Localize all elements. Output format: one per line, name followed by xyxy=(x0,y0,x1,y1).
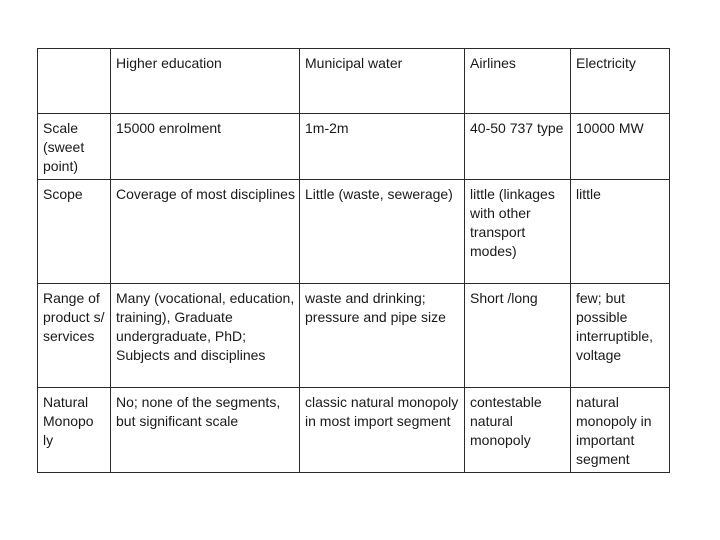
cell-airlines: 40-50 737 type xyxy=(465,114,571,180)
cell-electricity: little xyxy=(571,180,670,284)
cell-municipal-water: waste and drinking; pressure and pipe size xyxy=(300,284,465,388)
table-row-natural-monopoly xyxy=(38,388,670,473)
cell-airlines: little (linkages with other transport modes) xyxy=(465,180,571,284)
cell-airlines: contestable natural monopoly xyxy=(465,388,571,473)
header-cell-higher-education: Higher education xyxy=(111,49,300,114)
cell-higher-education: Many (vocational, education, training), Graduate undergraduate, PhD; Subjects and disciplines xyxy=(111,284,300,388)
cell-electricity: few; but possible interruptible, voltage xyxy=(571,284,670,388)
comparison-table xyxy=(37,48,670,473)
header-cell-empty xyxy=(38,49,111,114)
table-header-row xyxy=(38,49,670,114)
row-label: Natural Monopo ly xyxy=(38,388,111,473)
row-label: Range of product s/ services xyxy=(38,284,111,388)
table-row-range xyxy=(38,284,670,388)
cell-electricity: natural monopoly in important segment xyxy=(571,388,670,473)
cell-electricity: 10000 MW xyxy=(571,114,670,180)
cell-municipal-water: 1m-2m xyxy=(300,114,465,180)
cell-higher-education: 15000 enrolment xyxy=(111,114,300,180)
header-cell-electricity: Electricity xyxy=(571,49,670,114)
cell-airlines: Short /long xyxy=(465,284,571,388)
row-label: Scope xyxy=(38,180,111,284)
cell-municipal-water: Little (waste, sewerage) xyxy=(300,180,465,284)
cell-higher-education: No; none of the segments, but significant scale xyxy=(111,388,300,473)
cell-higher-education: Coverage of most disciplines xyxy=(111,180,300,284)
row-label: Scale (sweet point) xyxy=(38,114,111,180)
cell-municipal-water: classic natural monopoly in most import segment xyxy=(300,388,465,473)
table-row-scale xyxy=(38,114,670,180)
header-cell-airlines: Airlines xyxy=(465,49,571,114)
table-row-scope xyxy=(38,180,670,284)
header-cell-municipal-water: Municipal water xyxy=(300,49,465,114)
